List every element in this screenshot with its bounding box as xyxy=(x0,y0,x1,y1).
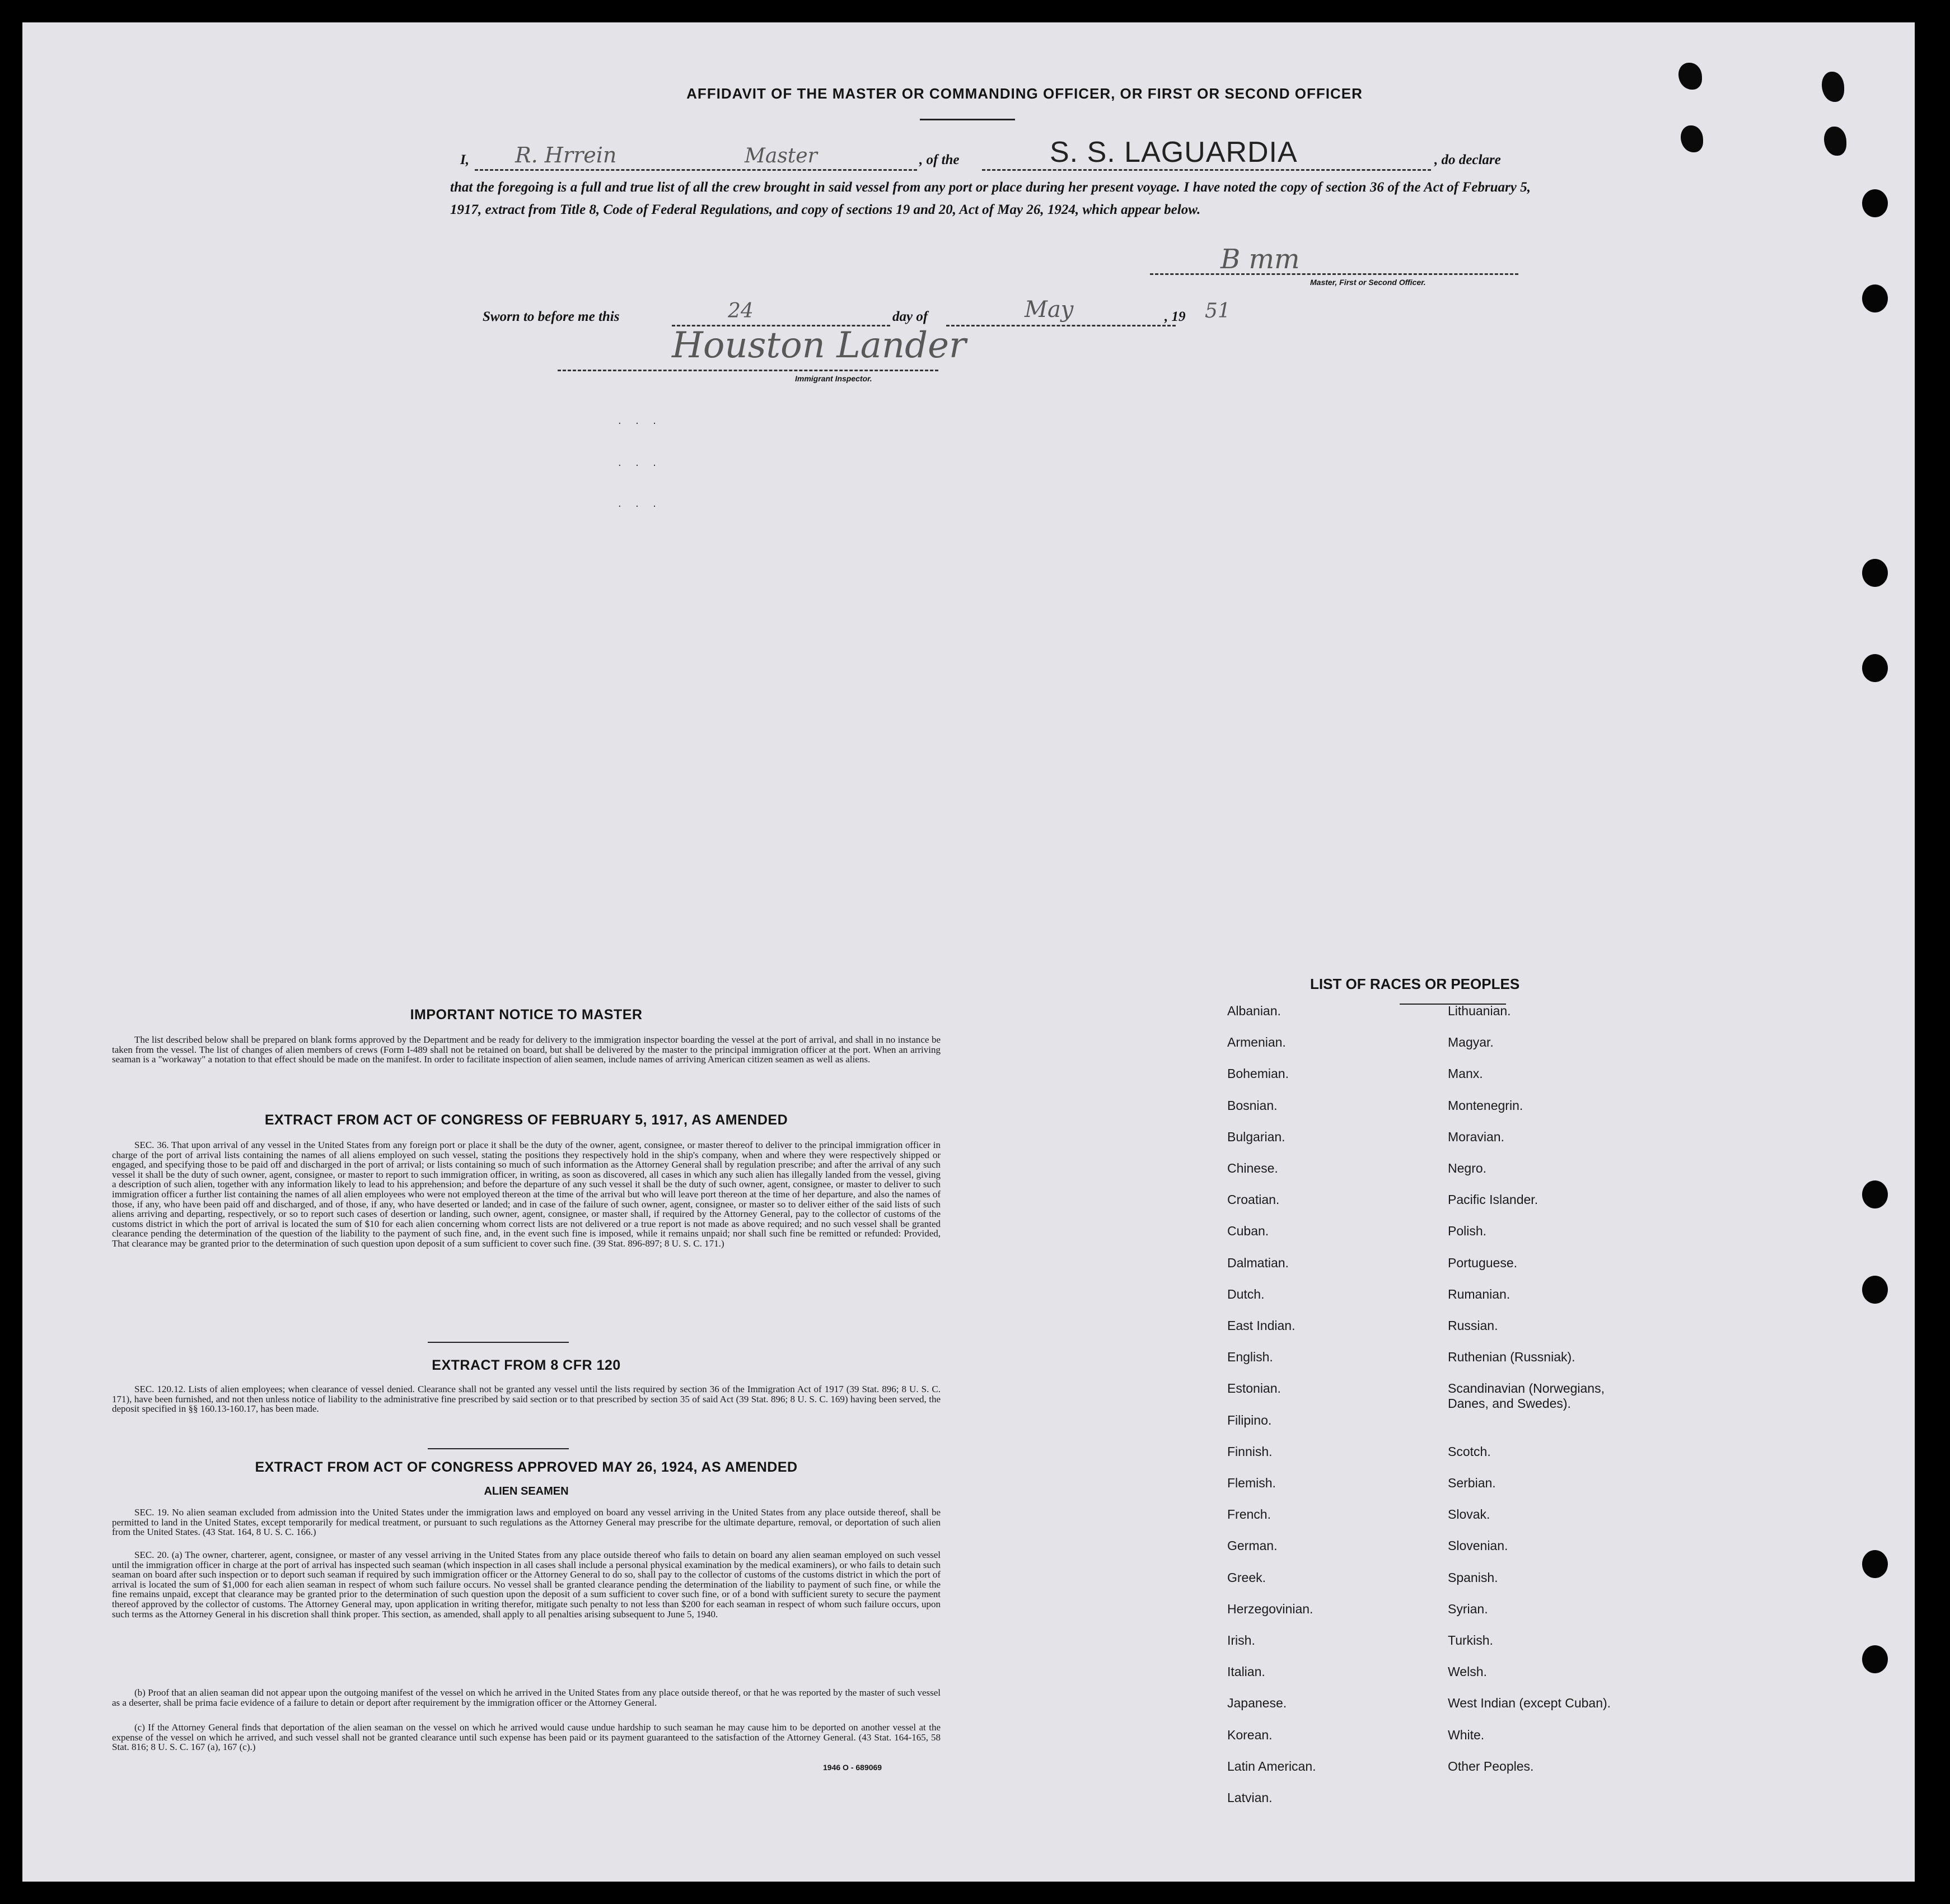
race-item: Manx. xyxy=(1448,1066,1483,1081)
inspector-signature: Houston Lander xyxy=(672,325,966,366)
punch-hole xyxy=(1862,654,1888,682)
race-item: Pacific Islander. xyxy=(1448,1192,1539,1207)
race-item: Flemish. xyxy=(1227,1476,1276,1490)
race-item: Polish. xyxy=(1448,1224,1487,1239)
race-item: Chinese. xyxy=(1227,1161,1278,1175)
race-item: Lithuanian. xyxy=(1448,1004,1511,1018)
race-item: Albanian. xyxy=(1227,1004,1281,1018)
race-item: Croatian. xyxy=(1227,1192,1280,1207)
alien-seamen-subtitle: ALIEN SEAMEN xyxy=(484,1485,569,1497)
race-item: Latvian. xyxy=(1227,1790,1273,1805)
races-title: LIST OF RACES OR PEOPLES xyxy=(1310,976,1520,992)
sworn-prefix: Sworn to before me this xyxy=(483,309,620,324)
race-item: Armenian. xyxy=(1227,1035,1286,1050)
race-item: Negro. xyxy=(1448,1161,1487,1175)
sec20c-text: (c) If the Attorney General finds that deportation of the alien seaman on the vessel on which he arrived would cause undue hardship to such seaman he may cause him to be deported on another vessel at the expense of the vessel on which he arrived, and such vessel shall not be granted clearance until such expense has been paid or its payment guaranteed to the satisfaction of the Attorney General. (43 Stat. 164-165, 58 Stat. 816; 8 U. S. C. 167 (a), 167 (c).) xyxy=(112,1722,941,1753)
race-item: Dutch. xyxy=(1227,1286,1265,1301)
race-item: Slovenian. xyxy=(1448,1538,1508,1553)
race-item: Portuguese. xyxy=(1448,1255,1518,1270)
race-item: Herzegovinian. xyxy=(1227,1601,1313,1616)
race-item: Latin American. xyxy=(1227,1758,1316,1774)
race-item: Japanese. xyxy=(1227,1696,1287,1711)
section-rule xyxy=(428,1448,569,1449)
dotted-mark: . . . xyxy=(618,414,662,427)
punch-hole xyxy=(1862,1180,1888,1208)
ink-blot xyxy=(1681,125,1703,152)
sworn-month-line xyxy=(946,325,1176,326)
document-sheet xyxy=(22,22,1915,1882)
inspector-signature-line xyxy=(558,370,938,371)
race-item: Italian. xyxy=(1227,1664,1265,1679)
race-item: Scotch. xyxy=(1448,1444,1491,1459)
master-signature-line xyxy=(1150,273,1518,275)
notice-title: IMPORTANT NOTICE TO MASTER xyxy=(410,1007,643,1023)
race-item: Syrian. xyxy=(1448,1601,1488,1616)
sec20a-text: SEC. 20. (a) The owner, charterer, agent, consignee, or master of any vessel arriving in the United States from any place outside thereof who fails to detain on board any alien seaman employed on such vessel until the immigration officer in charge at the port of arrival has inspected such seaman (which inspection in all cases shall include a personal physical examination by the medical examiners), or who fails to detain such seaman on board after such inspection or to deport such seaman if required by such immigration officer or the Attorney General to do so, shall pay to the collector of customs of the customs district in which the port of arrival is located the sum of $1,000 for each alien seaman in respect of whom such failure occurs. No vessel shall be granted clearance pending the determination of the liability to payment of such fine, or while the fine remains unpaid, except that clearance may be granted prior to the determination of such question upon the deposit of a sum sufficient to cover such fine, or of a bond with sufficient surety to secure the payment thereof approved by the collector of customs. The Attorney General may, upon application in writing therefor, mitigate such penalty to not less than $200 for each seaman in respect of whom such failure occurs, upon such terms as the Attorney General in his discretion shall think proper. This section, as amended, shall apply to all penalties arising subsequent to June 5, 1940. xyxy=(112,1550,941,1620)
punch-hole xyxy=(1862,1645,1888,1673)
race-item: German. xyxy=(1227,1538,1278,1553)
race-item: Russian. xyxy=(1448,1318,1498,1333)
race-item: Finnish. xyxy=(1227,1444,1273,1459)
punch-hole xyxy=(1862,189,1888,217)
race-item: Rumanian. xyxy=(1448,1286,1511,1301)
vessel-name-stamp: S. S. LAGUARDIA xyxy=(1050,136,1298,169)
race-item: Dalmatian. xyxy=(1227,1255,1289,1270)
race-item: Bosnian. xyxy=(1227,1098,1278,1113)
handwritten-name: R. Hrrein xyxy=(515,143,617,167)
handwritten-month: May xyxy=(1025,297,1074,323)
year-prefix: , 19 xyxy=(1165,309,1186,324)
race-item: Slovak. xyxy=(1448,1507,1490,1522)
race-item: Cuban. xyxy=(1227,1224,1269,1239)
title-rule xyxy=(920,119,1015,120)
notice-text: The list described below shall be prepared on blank forms approved by the Department and be ready for delivery to the immigration inspector boarding the vessel at the port of arrival, and shall in no instance be taken from the vessel. The list of changes of alien members of crews (Form I-489 shall not be retained on board, but shall be delivered by the master to the principal immigration officer at the port. When an arriving seaman is a "workaway" a notation to that effect should be made on the manifest. In order to facilitate inspection of alien seamen, include names of arriving American citizen seamen as well as aliens. xyxy=(112,1034,941,1065)
extract-1917-text: SEC. 36. That upon arrival of any vessel in the United States from any foreign port or place it shall be the duty of the owner, agent, consignee, or master thereof to deliver to the principal immigration officer in charge of the port of arrival lists containing the names of all aliens employed on such vessel, stating the positions they respectively hold in the ship's company, when and where they were respectively shipped or engaged, and specifying those to be paid off and discharged in the port of arrival; or lists containing so much of such information as the Attorney General shall by regulation prescribe; and after the arrival of any such vessel it shall be the duty of such owner, agent, consignee, or master to report to such immigration officer, in writing, as soon as discovered, all cases in which any such alien has illegally landed from the vessel, giving a description of such alien, together with any information likely to lead to his apprehension; and before the departure of any such vessel it shall be the duty of such owner, agent, consignee, or master to deliver to such immigration officer a further list containing the names of all alien employees who were not employed thereon at the time of the arrival but who will leave port thereon at the time of her departure, and also the names of those, if any, who have been paid off and discharged, and of those, if any, who have deserted or landed; and in case of the failure of such owner, agent, consignee, or master so to deliver either of the said lists of such aliens arriving and departing, respectively, or so to report such cases of desertion or landing, such owner, agent, consignee, or master shall, if required by the Attorney General, pay to the collector of customs of the customs district in which the port of arrival is located the sum of $10 for each alien concerning whom correct lists are not delivered or a true report is not made as above required; and no such vessel shall be granted clearance pending the determination of the question of the liability to the payment of such fine, and, in the event such fine is imposed, while it remains unpaid; nor shall such fine be remitted or refunded: Provided, That clearance may be granted prior to the determination of such question upon deposit of a sum sufficient to cover such fine. (39 Stat. 896-897; 8 U. S. C. 171.) xyxy=(112,1140,941,1249)
punch-hole xyxy=(1862,1550,1888,1578)
race-item: Spanish. xyxy=(1448,1570,1498,1585)
race-item: Greek. xyxy=(1227,1570,1266,1585)
race-item: Estonian. xyxy=(1227,1381,1281,1396)
race-item: Montenegrin. xyxy=(1448,1098,1523,1113)
race-item: Korean. xyxy=(1227,1727,1273,1742)
sec19-text: SEC. 19. No alien seaman excluded from admission into the United States under the immigration laws and employed on board any vessel arriving in the United States from any place outside thereof, shall be permitted to land in the United States, except temporarily for medical treatment, or pursuant to such regulations as the Attorney General may prescribe for the ultimate departure, removal, or deportation of such alien from the United States. (43 Stat. 164, 8 U. S. C. 166.) xyxy=(112,1507,941,1538)
extract-1917-title: EXTRACT FROM ACT OF CONGRESS OF FEBRUARY 5, 1917, AS AMENDED xyxy=(264,1112,788,1128)
race-item: Ruthenian (Russniak). xyxy=(1448,1350,1575,1365)
handwritten-day: 24 xyxy=(728,300,754,323)
race-item: Moravian. xyxy=(1448,1129,1504,1144)
race-item: English. xyxy=(1227,1350,1273,1365)
race-item: Bohemian. xyxy=(1227,1066,1289,1081)
master-signature-label: Master, First or Second Officer. xyxy=(1310,278,1426,287)
race-item: Welsh. xyxy=(1448,1664,1487,1679)
print-code: 1946 O - 689069 xyxy=(823,1763,882,1772)
dotted-mark: . . . xyxy=(618,456,662,469)
dotted-mark: . . . xyxy=(618,497,662,510)
race-item: Filipino. xyxy=(1227,1412,1272,1427)
do-declare-label: , do declare xyxy=(1434,152,1501,167)
vessel-line xyxy=(982,169,1431,171)
handwritten-rank: Master xyxy=(745,144,817,167)
affidavit-line1-prefix: I, xyxy=(460,152,469,167)
race-item: Irish. xyxy=(1227,1633,1255,1648)
punch-hole xyxy=(1862,284,1888,312)
affidavit-title: AFFIDAVIT OF THE MASTER OR COMMANDING OFFICER, OR FIRST OR SECOND OFFICER xyxy=(686,85,1363,102)
race-item: Serbian. xyxy=(1448,1476,1496,1490)
race-item: East Indian. xyxy=(1227,1318,1296,1333)
ink-blot xyxy=(1824,127,1846,156)
race-item: Other Peoples. xyxy=(1448,1758,1534,1774)
race-item: West Indian (except Cuban). xyxy=(1448,1696,1611,1711)
sec20b-text: (b) Proof that an alien seaman did not appear upon the outgoing manifest of the vessel on which he arrived in the United States from any place outside thereof, or that he was reported by the master of such vessel as a deserter, shall be prima facie evidence of a failure to detain or deport after requirement by the immigration officer or the Attorney General. xyxy=(112,1687,941,1708)
extract-cfr-text: SEC. 120.12. Lists of alien employees; when clearance of vessel denied. Clearance shall not be granted any vessel until the lists required by section 36 of the Immigration Act of 1917 (39 Stat. 896; 8 U. S. C. 171), have been furnished, and not then unless notice of liability to the administrative fine prescribed by said section or to that prescribed by section 35 of said Act (39 Stat. 896; 8 U. S. C. 169) having been served, the deposit specified in §§ 160.13-160.17, has been made. xyxy=(112,1384,941,1415)
ink-blot xyxy=(1678,63,1702,90)
ink-blot xyxy=(1822,72,1844,102)
race-item: Scandinavian (Norwegians, Danes, and Swedes). xyxy=(1448,1381,1605,1411)
day-of-label: day of xyxy=(892,309,928,324)
inspector-label: Immigrant Inspector. xyxy=(795,374,872,383)
race-item: Magyar. xyxy=(1448,1035,1494,1050)
name-line xyxy=(475,169,917,171)
extract-1924-title: EXTRACT FROM ACT OF CONGRESS APPROVED MAY 26, 1924, AS AMENDED xyxy=(255,1459,798,1475)
declaration-text: that the foregoing is a full and true list of all the crew brought in said vessel from any port or place during her present voyage. I have noted the copy of section 36 of the Act of February 5, 1917, extract from Title 8, Code of Federal Regulations, and copy of sections 19 and 20, Act of May 26, 1924, which appear below. xyxy=(450,180,1531,217)
extract-cfr-title: EXTRACT FROM 8 CFR 120 xyxy=(432,1357,621,1373)
race-item: Turkish. xyxy=(1448,1633,1493,1648)
handwritten-year: 51 xyxy=(1205,300,1231,323)
master-signature: B mm xyxy=(1220,244,1300,275)
section-rule xyxy=(428,1342,569,1343)
race-item: Bulgarian. xyxy=(1227,1129,1285,1144)
of-the-label: , of the xyxy=(919,152,960,167)
race-item: White. xyxy=(1448,1727,1485,1742)
punch-hole xyxy=(1862,1276,1888,1304)
race-item: French. xyxy=(1227,1507,1271,1522)
punch-hole xyxy=(1862,559,1888,587)
